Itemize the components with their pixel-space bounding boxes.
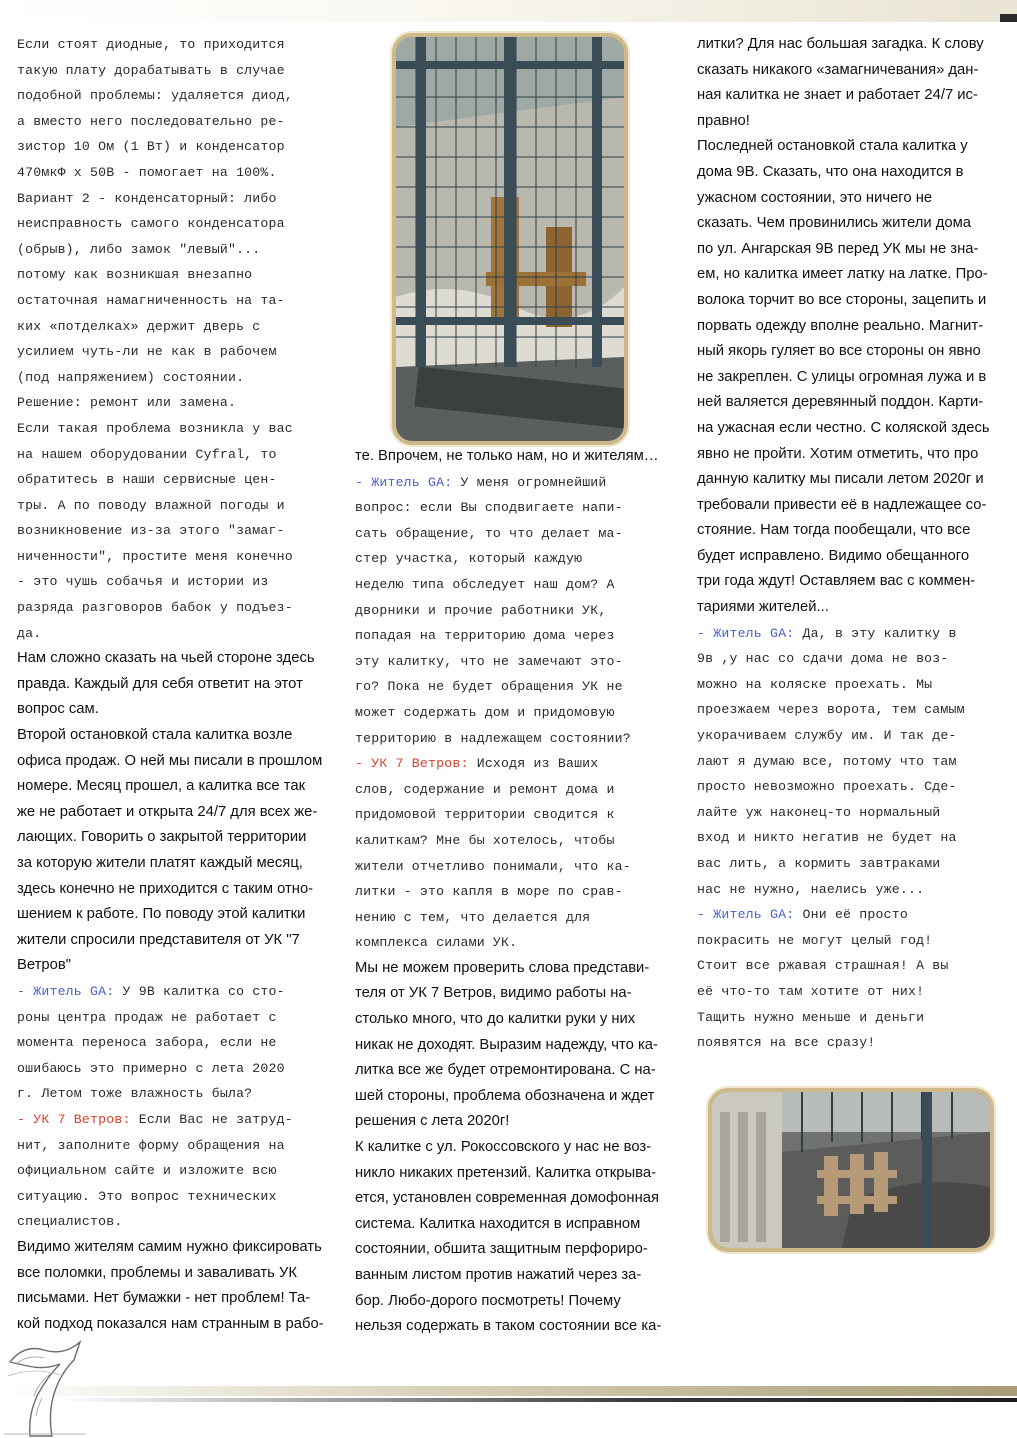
text-line: ней валяется деревянный поддон. Карти-: [697, 394, 984, 411]
text-line: будет исправлено. Видимо обещанного: [697, 547, 970, 564]
text-line: литки - это капля в море по срав-: [355, 884, 623, 900]
comment-resident-1: [17, 979, 335, 1107]
text-line: Если стоят диодные, то приходится: [17, 37, 285, 52]
text-line: усилием чуть-ли не как в рабочем: [17, 344, 277, 360]
speaker-label: - Житель GA:: [697, 625, 795, 641]
text-line: Вариант 2 - конденсаторный: либо: [17, 190, 277, 206]
text-line: остаточная намагниченность на та-: [17, 292, 285, 308]
text-line: ем, но калитка имеет латку на латке. Про-: [697, 266, 988, 283]
text-line: Второй остановкой стала калитка возле: [17, 727, 293, 744]
text-line: на нашем оборудовании Cyfral, то: [17, 446, 277, 462]
text-line: г. Летом тоже влажность была?: [17, 1086, 253, 1102]
text-line: (обрыв), либо замок "левый"...: [17, 241, 261, 257]
text-line: возникновение из-за этого "замаг-: [17, 523, 285, 539]
text-line: Нам сложно сказать на чьей стороне здесь: [17, 650, 315, 667]
text-line: - это чушь собачья и истории из: [17, 574, 269, 590]
text-line: сказать. Чем провинились жители дома: [697, 215, 971, 232]
text-line: ется, установлен современная домофонная: [355, 1190, 659, 1207]
comment-uk-2: [355, 751, 680, 956]
text-line: по ул. Ангарская 9В перед УК мы не зна-: [697, 240, 979, 257]
text-line: ниченности", простите меня конечно: [17, 548, 293, 564]
text-line: специалистов.: [17, 1214, 123, 1230]
text-line: жители спросили представителя от УК "7: [17, 931, 300, 948]
text-line: роны центра продаж не работает с: [17, 1009, 277, 1025]
text-line: дворники и прочие работники УК,: [355, 602, 607, 618]
text-line: просто невозможно проехать. Сде-: [697, 779, 957, 795]
text-line: ситуацию. Это вопрос технических: [17, 1188, 277, 1204]
text-line: литка все же будет отремонтирована. С на-: [355, 1062, 656, 1079]
text-line: правда. Каждый для себя ответит на этот: [17, 675, 303, 692]
text-line: никак не доходят. Выразим надежду, что ка-: [355, 1036, 658, 1053]
bottom-decor-bar: [0, 1386, 1017, 1396]
text-line: комплекса силами УК.: [355, 935, 518, 951]
text-line: 9в ,у нас со сдачи дома не воз-: [697, 651, 949, 667]
text-line: лайте уж наконец-то нормальный: [697, 804, 941, 820]
comment-resident-4: [697, 902, 1003, 1056]
comment-text: Они её просто: [794, 907, 908, 923]
text-line: номере. Месяц прошел, а калитка все так: [17, 778, 306, 795]
text-line: проезжаем через ворота, тем самым: [697, 702, 965, 718]
text-line: офиса продаж. О ней мы писали в прошлом: [17, 752, 323, 769]
paragraph-second-stop: [17, 646, 335, 979]
text-line: три года ждут! Оставляем вас с коммен-: [697, 573, 976, 590]
text-line: подобной проблемы: удаляется диод,: [17, 88, 293, 104]
text-line: момента переноса забора, если не: [17, 1035, 277, 1051]
text-line: обратитесь в наши сервисные цен-: [17, 472, 277, 488]
text-line: вход и никто негатив не будет на: [697, 830, 957, 846]
text-line: ошибаюсь это примерно с лета 2020: [17, 1060, 285, 1076]
comment-text: Исходя из Ваших: [468, 756, 599, 772]
text-line: К калитке с ул. Рокоссовского у нас не воз-: [355, 1139, 652, 1156]
text-line: данную калитку мы писали летом 2020г и: [697, 471, 984, 488]
text-line: сать обращение, то что делает ма-: [355, 525, 623, 541]
text-line: теля от УК 7 Ветров, видимо работы на-: [355, 985, 632, 1002]
text-line: лают я думаю все, потому что там: [697, 753, 957, 769]
text-line: система. Калитка находится в исправном: [355, 1215, 641, 1232]
text-line: ная калитка не знает и работает 24/7 ис-: [697, 87, 978, 104]
seven-logo: [4, 1336, 86, 1438]
lead-text: те. Впрочем, не только нам, но и жителям…: [355, 448, 659, 464]
text-line: зистор 10 Ом (1 Вт) и конденсатор: [17, 139, 285, 155]
text-line: появятся на все сразу!: [697, 1035, 876, 1051]
text-line: разряда разговоров бабок у подъез-: [17, 600, 293, 616]
text-line: решения с лета 2020г!: [355, 1113, 510, 1130]
photo-gate-broken: [392, 33, 628, 445]
paragraph-last-stop: [697, 32, 1003, 621]
text-line: вас лить, а кормить завтраками: [697, 856, 941, 871]
text-line: (под напряжением) состоянии.: [17, 369, 245, 385]
paragraph-conclusion: [17, 1235, 335, 1337]
text-line: ких «потделках» держит дверь с: [17, 318, 261, 334]
corner-mark: [1000, 14, 1017, 22]
text-line: не закреплен. С улицы огромная лужа и в: [697, 368, 987, 385]
text-line: попадая на территорию дома через: [355, 628, 615, 644]
top-decor-bar: [0, 0, 1017, 22]
intro-paragraph: [17, 32, 335, 646]
column-1: [17, 32, 335, 1337]
comment-uk-1: [17, 1107, 335, 1235]
text-line: такую плату дорабатывать в случае: [17, 62, 285, 78]
paragraph-rokossovsky: [355, 956, 680, 1340]
comment-resident-3: [697, 621, 1003, 903]
column-2: [355, 444, 680, 1340]
text-line: эту калитку, что не замечают это-: [355, 653, 623, 669]
text-line: калиткам? Мне бы хотелось, чтобы: [355, 832, 615, 848]
bottom-decor-line: [60, 1398, 1017, 1402]
text-line: Ветров": [17, 957, 71, 974]
speaker-label: - УК 7 Ветров:: [355, 756, 469, 772]
text-line: можно на коляске проехать. Мы: [697, 676, 933, 692]
text-line: волока торчит во все стороны, зацепить и: [697, 291, 987, 308]
text-line: на ужасная если честно. С коляской здесь: [697, 419, 990, 436]
text-line: бор. Любо-дорого посмотреть! Почему: [355, 1292, 621, 1309]
speaker-label: - Житель GA:: [697, 907, 795, 923]
text-line: стер участка, который каждую: [355, 551, 583, 567]
text-line: состоянии, обшита защитным перфориро-: [355, 1241, 648, 1258]
text-line: Мы не можем проверить слова представи-: [355, 959, 650, 976]
text-line: все поломки, проблемы и заваливать УК: [17, 1264, 298, 1281]
text-line: дома 9В. Сказать, что она находится в: [697, 163, 964, 180]
text-line: нас не нужно, наелись уже...: [697, 881, 925, 897]
speaker-label: - Житель GA:: [355, 474, 453, 490]
text-line: а вместо него последовательно ре-: [17, 113, 285, 129]
text-line: жители отчетливо понимали, что ка-: [355, 858, 631, 874]
speaker-label: - УК 7 Ветров:: [17, 1111, 131, 1127]
text-line: кой подход показался нам странным в рабо-: [17, 1315, 324, 1332]
text-line: столько много, что до калитки руки у них: [355, 1011, 636, 1028]
text-line: Решение: ремонт или замена.: [17, 395, 237, 411]
text-line: официальном сайте и изложите всю: [17, 1163, 277, 1179]
text-line: придомовой территории сводится к: [355, 807, 615, 823]
text-line: тры. А по поводу влажной погоды и: [17, 497, 285, 513]
text-line: ный якорь гуляет во все стороны он явно: [697, 343, 981, 360]
text-line: порвать одежду вполне реально. Магнит-: [697, 317, 984, 334]
text-line: неделю типа обследует наш дом? А: [355, 576, 615, 592]
text-line: укорачиваем службу им. И так де-: [697, 728, 957, 744]
photo-gate-pallet: [708, 1088, 994, 1252]
text-line: слов, содержание и ремонт дома и: [355, 781, 615, 797]
text-line: правно!: [697, 112, 750, 129]
text-line: Стоит все ржавая страшная! А вы: [697, 958, 949, 974]
comment-text: У 9В калитка со сто-: [114, 983, 285, 999]
text-line: вопрос: если Вы сподвигаете напи-: [355, 500, 623, 516]
speaker-label: - Житель GA:: [17, 983, 115, 999]
text-line: потому как возникшая внезапно: [17, 267, 253, 283]
text-line: сказать никакого «замагничевания» дан-: [697, 61, 979, 78]
text-line: же не работает и открыта 24/7 для всех же-: [17, 803, 318, 820]
text-line: вопрос сам.: [17, 701, 99, 718]
text-line: её что-то там хотите от них!: [697, 983, 925, 999]
comment-text: Да, в эту калитку в: [794, 625, 957, 641]
text-line: лающих. Говорить о закрытой территории: [17, 829, 307, 846]
text-line: письмами. Нет бумажки - нет проблем! Та-: [17, 1290, 311, 1307]
text-line: нению с тем, что делается для: [355, 909, 591, 925]
text-line: нит, заполните форму обращения на: [17, 1137, 285, 1153]
text-line: Последней остановкой стала калитка у: [697, 138, 968, 155]
column-3: [697, 32, 1003, 1056]
text-line: территорию в надлежащем состоянии?: [355, 730, 631, 746]
text-line: требовали привести её в надлежащее со-: [697, 496, 987, 513]
text-line: может содержать дом и придомовую: [355, 704, 615, 720]
text-line: 470мкФ х 50В - помогает на 100%.: [17, 164, 277, 180]
text-line: ужасном состоянии, это ничего не: [697, 189, 933, 206]
comment-text: Если Вас не затруд-: [130, 1111, 293, 1127]
text-line: Тащить нужно меньше и деньги: [697, 1009, 925, 1025]
comment-text: У меня огромнейший: [452, 474, 607, 490]
text-line: нельзя содержать в таком состоянии все ка-: [355, 1318, 662, 1335]
text-line: Видимо жителям самим нужно фиксировать: [17, 1238, 322, 1255]
text-line: ванным листом против нажатий через за-: [355, 1267, 642, 1283]
text-line: литки? Для нас большая загадка. К слову: [697, 36, 984, 52]
text-line: явно не пройти. Хотим отметить, что про: [697, 445, 979, 462]
text-line: Если такая проблема возникла у вас: [17, 420, 293, 436]
text-line: здесь конечно не приходится с таким отно-: [17, 880, 314, 897]
text-line: шением к работе. По поводу этой калитки: [17, 906, 306, 923]
text-line: за которую жители платят каждый месяц,: [17, 855, 303, 871]
text-line: неисправность самого конденсатора: [17, 216, 285, 232]
text-line: никло никаких претензий. Калитка открыва-: [355, 1164, 656, 1181]
text-line: покрасить не могут целый год!: [697, 932, 933, 948]
text-line: стояние. Нам тогда пообещали, что все: [697, 522, 971, 539]
lead-line: [355, 444, 680, 470]
text-line: да.: [17, 625, 42, 641]
text-line: шей стороны, проблема обозначена и ждет: [355, 1087, 655, 1104]
text-line: го? Пока не будет обращения УК не: [355, 679, 623, 695]
text-line: тариями жителей...: [697, 599, 829, 616]
comment-resident-2: [355, 470, 680, 752]
